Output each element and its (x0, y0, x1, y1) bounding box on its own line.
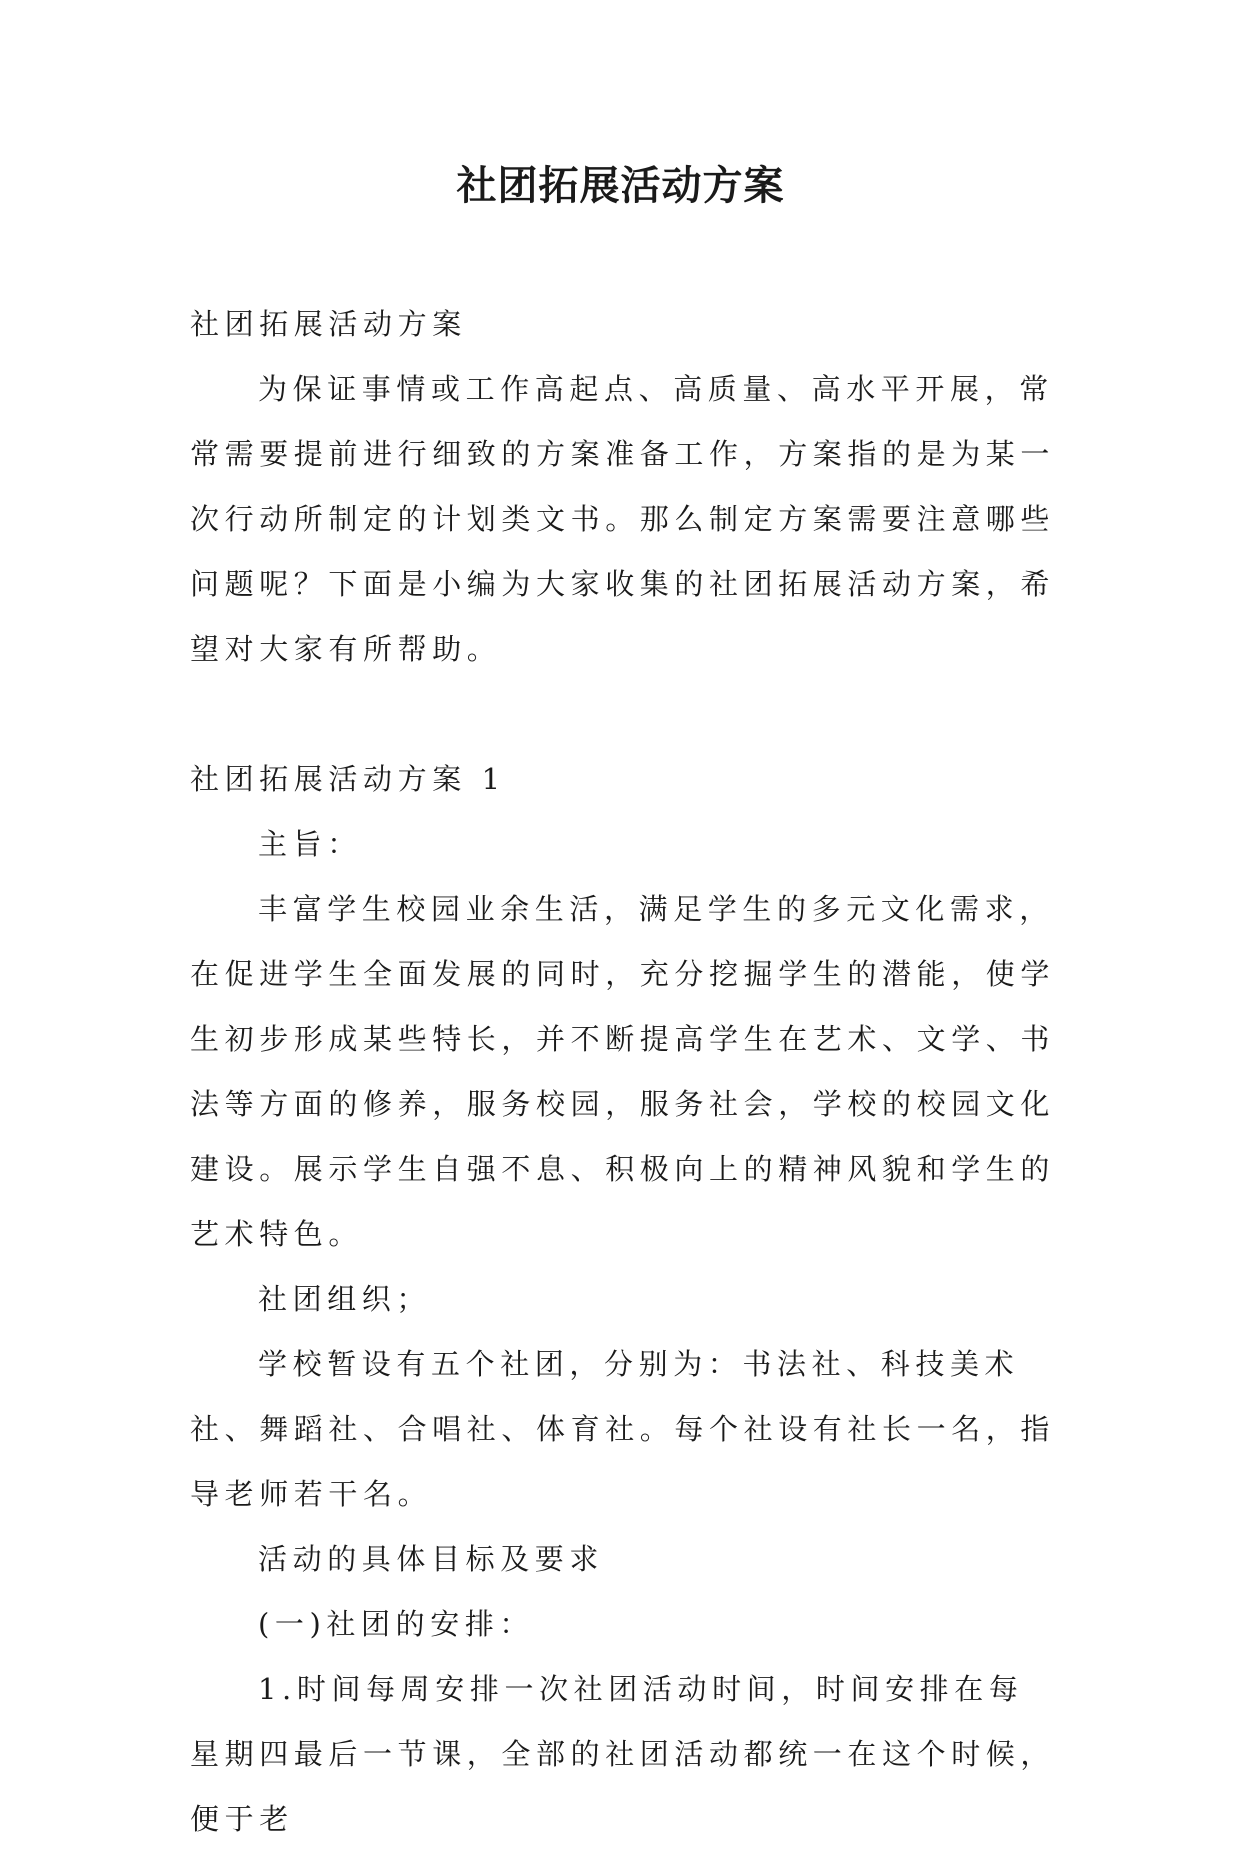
paragraph-gap (190, 682, 1056, 747)
body-paragraph: 1.时间每周安排一次社团活动时间，时间安排在每星期四最后一节课，全部的社团活动都统一在这个时候，便于老 (190, 1672, 1056, 1836)
intro-paragraph: 为保证事情或工作高起点、高质量、高水平开展，常常需要提前进行细致的方案准备工作，方案指的是为某一次行动所制定的计划类文书。那么制定方案需要注意哪些问题呢？下面是小编为大家收集的社团拓展活动方案，希望对大家有所帮助。 (190, 372, 1056, 666)
document-title: 社团拓展活动方案 (456, 163, 785, 209)
body-paragraph: 学校暂设有五个社团，分别为：书法社、科技美术社、舞蹈社、合唱社、体育社。每个社设有社长一名，指导老师若干名。 (190, 1347, 1056, 1511)
body-paragraph: 社团组织； (258, 1282, 432, 1316)
body-paragraph: 主旨： (258, 827, 362, 861)
document-body (190, 292, 1056, 1852)
section-heading: 社团拓展活动方案 (190, 307, 467, 341)
body-paragraph: (一)社团的安排： (258, 1607, 535, 1641)
body-paragraph: 丰富学生校园业余生活，满足学生的多元文化需求，在促进学生全面发展的同时，充分挖掘学生的潜能，使学生初步形成某些特长，并不断提高学生在艺术、文学、书法等方面的修养，服务校园，服务社会，学校的校园文化建设。展示学生自强不息、积极向上的精神风貌和学生的艺术特色。 (190, 892, 1056, 1251)
body-paragraph: 活动的具体目标及要求 (258, 1542, 605, 1576)
section-heading: 社团拓展活动方案 1 (190, 762, 506, 796)
